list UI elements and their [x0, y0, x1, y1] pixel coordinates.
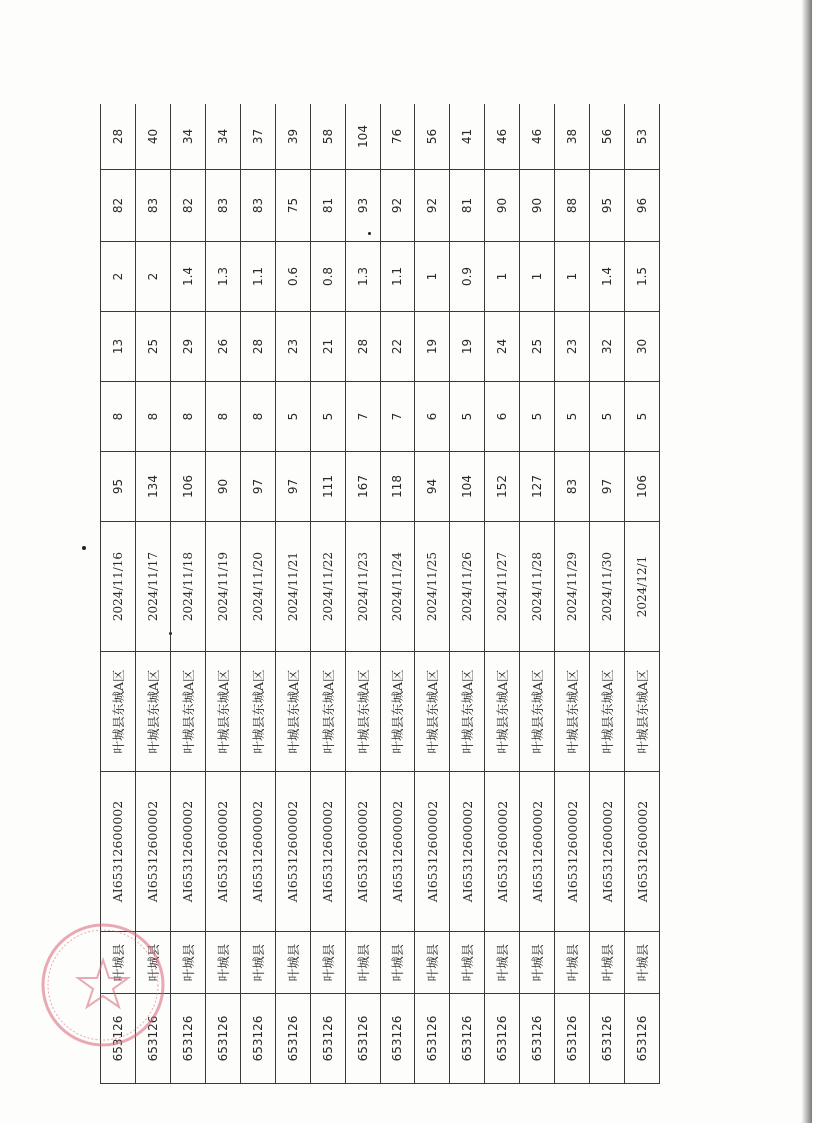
cell-value-6: 34	[205, 104, 240, 170]
cell-date: 2024/11/29	[555, 522, 590, 652]
cell-district: 叶城县东城A区	[380, 652, 415, 772]
cell-value-5: 95	[590, 170, 625, 242]
cell-value-1: 97	[275, 452, 310, 522]
cell-value-6: 58	[310, 104, 345, 170]
table-row	[345, 104, 380, 1084]
cell-value-3: 26	[205, 312, 240, 382]
cell-value-3: 25	[520, 312, 555, 382]
cell-value-3: 22	[380, 312, 415, 382]
cell-value-3: 13	[101, 312, 136, 382]
cell-date: 2024/11/24	[380, 522, 415, 652]
cell-value-4: 1	[415, 242, 450, 312]
cell-value-4: 2	[135, 242, 170, 312]
cell-value-1: 95	[101, 452, 136, 522]
cell-county: 叶城县	[625, 932, 660, 994]
cell-station-id: AI65312600002	[590, 772, 625, 932]
cell-county: 叶城县	[555, 932, 590, 994]
cell-value-2: 8	[135, 382, 170, 452]
scan-page-edge	[802, 0, 812, 1123]
cell-value-6: 37	[240, 104, 275, 170]
table-row	[275, 104, 310, 1084]
cell-date: 2024/11/20	[240, 522, 275, 652]
cell-district: 叶城县东城A区	[415, 652, 450, 772]
cell-date: 2024/11/25	[415, 522, 450, 652]
cell-station-id: AI65312600002	[275, 772, 310, 932]
cell-value-2: 5	[520, 382, 555, 452]
cell-value-3: 19	[450, 312, 485, 382]
cell-value-2: 5	[625, 382, 660, 452]
cell-value-2: 5	[310, 382, 345, 452]
cell-value-4: 0.8	[310, 242, 345, 312]
cell-area-code: 653126	[555, 994, 590, 1084]
cell-station-id: AI65312600002	[555, 772, 590, 932]
cell-value-4: 1.4	[170, 242, 205, 312]
rotated-table-container	[100, 104, 660, 1084]
cell-value-2: 5	[590, 382, 625, 452]
cell-area-code: 653126	[170, 994, 205, 1084]
cell-value-4: 1.3	[205, 242, 240, 312]
cell-area-code: 653126	[135, 994, 170, 1084]
cell-county: 叶城县	[415, 932, 450, 994]
cell-area-code: 653126	[101, 994, 136, 1084]
cell-district: 叶城县东城A区	[625, 652, 660, 772]
cell-value-3: 25	[135, 312, 170, 382]
cell-value-4: 1	[520, 242, 555, 312]
cell-station-id: AI65312600002	[101, 772, 136, 932]
cell-county: 叶城县	[101, 932, 136, 994]
cell-value-2: 7	[345, 382, 380, 452]
cell-date: 2024/11/30	[590, 522, 625, 652]
cell-area-code: 653126	[240, 994, 275, 1084]
cell-area-code: 653126	[520, 994, 555, 1084]
cell-value-3: 28	[240, 312, 275, 382]
cell-date: 2024/11/23	[345, 522, 380, 652]
cell-value-1: 111	[310, 452, 345, 522]
cell-station-id: AI65312600002	[450, 772, 485, 932]
cell-value-2: 8	[240, 382, 275, 452]
cell-value-4: 1	[555, 242, 590, 312]
cell-value-3: 21	[310, 312, 345, 382]
cell-value-5: 83	[135, 170, 170, 242]
cell-value-2: 5	[450, 382, 485, 452]
cell-value-5: 81	[310, 170, 345, 242]
cell-value-4: 1.1	[240, 242, 275, 312]
scan-speck	[82, 546, 86, 550]
cell-county: 叶城县	[275, 932, 310, 994]
cell-county: 叶城县	[450, 932, 485, 994]
cell-district: 叶城县东城A区	[240, 652, 275, 772]
cell-value-3: 28	[345, 312, 380, 382]
cell-value-5: 90	[520, 170, 555, 242]
cell-value-1: 106	[625, 452, 660, 522]
cell-area-code: 653126	[625, 994, 660, 1084]
table-row	[380, 104, 415, 1084]
cell-value-3: 32	[590, 312, 625, 382]
table-row	[520, 104, 555, 1084]
cell-value-6: 56	[415, 104, 450, 170]
cell-value-5: 88	[555, 170, 590, 242]
cell-value-2: 8	[205, 382, 240, 452]
cell-county: 叶城县	[345, 932, 380, 994]
cell-date: 2024/11/18	[170, 522, 205, 652]
cell-district: 叶城县东城A区	[170, 652, 205, 772]
cell-date: 2024/11/22	[310, 522, 345, 652]
cell-value-4: 0.6	[275, 242, 310, 312]
cell-value-3: 23	[555, 312, 590, 382]
cell-county: 叶城县	[590, 932, 625, 994]
cell-value-2: 5	[275, 382, 310, 452]
cell-area-code: 653126	[205, 994, 240, 1084]
cell-value-6: 76	[380, 104, 415, 170]
cell-value-4: 1.3	[345, 242, 380, 312]
cell-district: 叶城县东城A区	[135, 652, 170, 772]
cell-area-code: 653126	[275, 994, 310, 1084]
cell-value-3: 24	[485, 312, 520, 382]
table-row	[450, 104, 485, 1084]
cell-date: 2024/12/1	[625, 522, 660, 652]
cell-district: 叶城县东城A区	[275, 652, 310, 772]
official-seal-stamp	[38, 920, 168, 1050]
cell-county: 叶城县	[240, 932, 275, 994]
cell-county: 叶城县	[485, 932, 520, 994]
cell-value-6: 39	[275, 104, 310, 170]
cell-value-2: 8	[170, 382, 205, 452]
cell-district: 叶城县东城A区	[555, 652, 590, 772]
cell-value-1: 104	[450, 452, 485, 522]
cell-value-5: 92	[415, 170, 450, 242]
cell-value-2: 5	[555, 382, 590, 452]
cell-value-1: 127	[520, 452, 555, 522]
cell-value-1: 118	[380, 452, 415, 522]
cell-value-3: 23	[275, 312, 310, 382]
cell-value-4: 2	[101, 242, 136, 312]
cell-station-id: AI65312600002	[135, 772, 170, 932]
table-row	[240, 104, 275, 1084]
cell-value-1: 134	[135, 452, 170, 522]
cell-value-5: 82	[101, 170, 136, 242]
air-quality-table	[100, 104, 660, 1084]
cell-date: 2024/11/27	[485, 522, 520, 652]
cell-area-code: 653126	[450, 994, 485, 1084]
cell-value-5: 92	[380, 170, 415, 242]
cell-value-4: 1.4	[590, 242, 625, 312]
cell-county: 叶城县	[170, 932, 205, 994]
cell-station-id: AI65312600002	[485, 772, 520, 932]
table-row	[170, 104, 205, 1084]
cell-area-code: 653126	[345, 994, 380, 1084]
cell-value-5: 90	[485, 170, 520, 242]
cell-value-2: 8	[101, 382, 136, 452]
cell-value-6: 46	[520, 104, 555, 170]
cell-station-id: AI65312600002	[345, 772, 380, 932]
cell-area-code: 653126	[415, 994, 450, 1084]
cell-station-id: AI65312600002	[415, 772, 450, 932]
cell-date: 2024/11/26	[450, 522, 485, 652]
cell-value-4: 1.5	[625, 242, 660, 312]
cell-station-id: AI65312600002	[310, 772, 345, 932]
table-row	[310, 104, 345, 1084]
cell-area-code: 653126	[485, 994, 520, 1084]
cell-value-3: 29	[170, 312, 205, 382]
cell-value-1: 83	[555, 452, 590, 522]
cell-county: 叶城县	[135, 932, 170, 994]
cell-value-3: 19	[415, 312, 450, 382]
cell-value-6: 104	[345, 104, 380, 170]
cell-area-code: 653126	[590, 994, 625, 1084]
cell-area-code: 653126	[380, 994, 415, 1084]
cell-value-6: 56	[590, 104, 625, 170]
cell-station-id: AI65312600002	[170, 772, 205, 932]
cell-station-id: AI65312600002	[520, 772, 555, 932]
cell-value-1: 90	[205, 452, 240, 522]
cell-value-5: 75	[275, 170, 310, 242]
rotated-table-frame	[100, 104, 660, 1084]
cell-value-6: 40	[135, 104, 170, 170]
cell-date: 2024/11/19	[205, 522, 240, 652]
cell-county: 叶城县	[310, 932, 345, 994]
cell-district: 叶城县东城A区	[205, 652, 240, 772]
cell-district: 叶城县东城A区	[345, 652, 380, 772]
table-row	[555, 104, 590, 1084]
table-row	[485, 104, 520, 1084]
table-row	[205, 104, 240, 1084]
cell-date: 2024/11/16	[101, 522, 136, 652]
cell-value-6: 53	[625, 104, 660, 170]
cell-value-5: 93	[345, 170, 380, 242]
cell-date: 2024/11/17	[135, 522, 170, 652]
cell-value-2: 7	[380, 382, 415, 452]
cell-district: 叶城县东城A区	[101, 652, 136, 772]
cell-county: 叶城县	[205, 932, 240, 994]
cell-district: 叶城县东城A区	[310, 652, 345, 772]
cell-district: 叶城县东城A区	[590, 652, 625, 772]
cell-district: 叶城县东城A区	[485, 652, 520, 772]
cell-date: 2024/11/28	[520, 522, 555, 652]
cell-value-1: 94	[415, 452, 450, 522]
table-row	[590, 104, 625, 1084]
cell-value-1: 97	[590, 452, 625, 522]
cell-value-6: 46	[485, 104, 520, 170]
cell-value-6: 28	[101, 104, 136, 170]
cell-area-code: 653126	[310, 994, 345, 1084]
cell-value-5: 83	[205, 170, 240, 242]
cell-value-4: 0.9	[450, 242, 485, 312]
cell-value-4: 1.1	[380, 242, 415, 312]
cell-value-5: 83	[240, 170, 275, 242]
cell-value-1: 97	[240, 452, 275, 522]
cell-value-5: 81	[450, 170, 485, 242]
cell-value-1: 167	[345, 452, 380, 522]
cell-date: 2024/11/21	[275, 522, 310, 652]
cell-value-6: 41	[450, 104, 485, 170]
cell-value-4: 1	[485, 242, 520, 312]
cell-value-5: 82	[170, 170, 205, 242]
cell-value-3: 30	[625, 312, 660, 382]
table-row	[625, 104, 660, 1084]
table-body	[101, 104, 660, 1084]
cell-station-id: AI65312600002	[625, 772, 660, 932]
cell-value-1: 106	[170, 452, 205, 522]
cell-county: 叶城县	[520, 932, 555, 994]
cell-district: 叶城县东城A区	[520, 652, 555, 772]
cell-district: 叶城县东城A区	[450, 652, 485, 772]
cell-station-id: AI65312600002	[380, 772, 415, 932]
cell-value-5: 96	[625, 170, 660, 242]
cell-value-6: 38	[555, 104, 590, 170]
cell-value-2: 6	[485, 382, 520, 452]
cell-value-2: 6	[415, 382, 450, 452]
table-row	[415, 104, 450, 1084]
cell-county: 叶城县	[380, 932, 415, 994]
cell-value-1: 152	[485, 452, 520, 522]
cell-station-id: AI65312600002	[240, 772, 275, 932]
cell-station-id: AI65312600002	[205, 772, 240, 932]
cell-value-6: 34	[170, 104, 205, 170]
